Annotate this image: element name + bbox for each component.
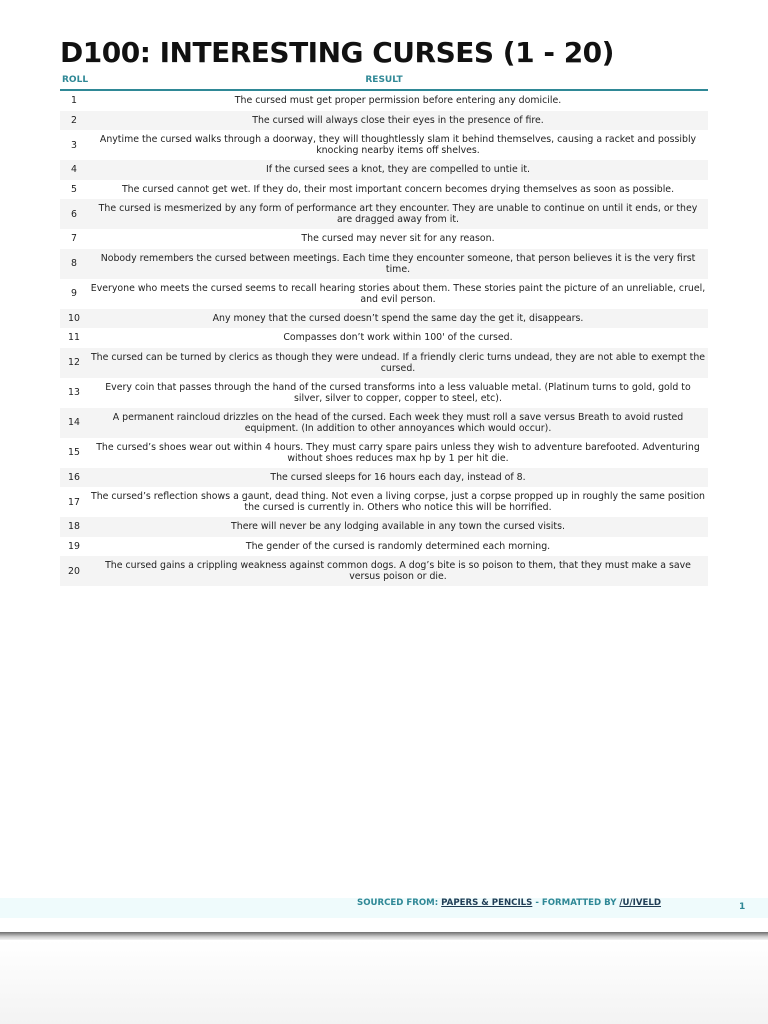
result-cell: The cursed can be turned by clerics as though they were undead. If a friendly cleric turns undead, they are not able to exempt the cursed. — [90, 351, 706, 374]
page-title: D100: INTERESTING CURSES (1 - 20) — [60, 36, 614, 69]
roll-cell: 5 — [71, 183, 77, 195]
table-row — [60, 309, 708, 329]
column-header-roll: ROLL — [62, 75, 89, 85]
result-cell: The cursed will always close their eyes in the presence of fire. — [252, 114, 544, 126]
source-link[interactable]: PAPERS & PENCILS — [441, 898, 533, 908]
result-cell: If the cursed sees a knot, they are compelled to untie it. — [266, 164, 530, 176]
result-cell: The cursed’s reflection shows a gaunt, dead thing. Not even a living corpse, just a corpse propped up in roughly the same position the cursed is currently in. Others who notice this will be horrified. — [90, 491, 705, 513]
result-cell: Every coin that passes through the hand of the cursed transforms into a less valuable metal. (Platinum turns to gold, gold to silver, silver to copper, copper to steel, etc). — [105, 381, 691, 404]
result-cell: A permanent raincloud drizzles on the head of the cursed. Each week they must roll a save versus Breath to avoid rusted equipment. (In addition to other annoyances which would occur). — [112, 411, 684, 434]
sourced-from-label: SOURCED FROM: — [357, 898, 442, 908]
table-row — [60, 408, 708, 438]
roll-cell: 3 — [71, 139, 77, 151]
table-row — [60, 468, 708, 488]
page-number: 1 — [739, 902, 746, 912]
roll-cell: 15 — [68, 447, 80, 458]
viewer-background — [0, 940, 768, 1024]
roll-cell: 1 — [71, 95, 77, 107]
roll-cell: 10 — [68, 312, 80, 324]
table-row — [60, 160, 708, 180]
roll-cell: 12 — [68, 357, 80, 368]
roll-cell: 7 — [71, 233, 77, 245]
result-cell: The cursed may never sit for any reason. — [301, 233, 495, 245]
roll-cell: 6 — [71, 208, 77, 220]
table-row — [60, 487, 708, 517]
result-cell: Compasses don’t work within 100' of the cursed. — [283, 332, 513, 344]
table-row — [60, 249, 708, 279]
result-cell: Anytime the cursed walks through a doorway, they will thoughtlessly slam it behind themselves, causing a racket and possibly knocking nearby items off shelves. — [99, 134, 697, 156]
roll-cell: 9 — [71, 288, 77, 299]
result-cell: The gender of the cursed is randomly determined each morning. — [245, 540, 551, 552]
roll-cell: 18 — [68, 521, 80, 533]
result-cell: Any money that the cursed doesn’t spend the same day the get it, disappears. — [212, 312, 584, 324]
roll-cell: 2 — [71, 114, 77, 126]
result-cell: The cursed’s shoes wear out within 4 hours. They must carry spare pairs unless they wish to adventure barefooted. Adventuring without shoes reduces max hp by 1 per hit die. — [96, 441, 700, 464]
table-row — [60, 279, 708, 309]
table-row — [60, 111, 708, 131]
table-row — [60, 229, 708, 249]
table-row — [60, 438, 708, 468]
result-cell: Everyone who meets the cursed seems to recall hearing stories about them. These stories paint the picture of an unreliable, cruel, and evil person. — [90, 282, 706, 305]
curses-table — [60, 91, 708, 586]
formatter-link[interactable]: /U/IVELD — [619, 898, 662, 908]
table-row — [60, 537, 708, 557]
table-row — [60, 328, 708, 348]
table-row — [60, 378, 708, 408]
table-header — [60, 73, 708, 91]
table-row — [60, 348, 708, 378]
table-row — [60, 180, 708, 200]
result-cell: The cursed sleeps for 16 hours each day, instead of 8. — [270, 471, 526, 483]
table-row — [60, 130, 708, 160]
roll-cell: 4 — [71, 164, 77, 176]
table-row — [60, 517, 708, 537]
page-shadow — [0, 932, 768, 940]
roll-cell: 14 — [68, 417, 80, 428]
result-cell: The cursed is mesmerized by any form of performance art they encounter. They are unable to continue on until it ends, or they are dragged away from it. — [98, 203, 698, 225]
column-header-result: RESULT — [365, 75, 403, 85]
table-row — [60, 556, 708, 586]
result-cell: The cursed cannot get wet. If they do, their most important concern becomes drying themselves as soon as possible. — [121, 183, 675, 195]
result-cell: Nobody remembers the cursed between meetings. Each time they encounter someone, that person believes it is the very first time. — [100, 252, 696, 275]
formatted-by-label: - FORMATTED BY — [532, 898, 620, 908]
roll-cell: 13 — [68, 387, 80, 398]
roll-cell: 16 — [68, 471, 80, 483]
result-cell: The cursed must get proper permission before entering any domicile. — [234, 95, 562, 107]
result-cell: The cursed gains a crippling weakness against common dogs. A dog’s bite is so poison to them, that they must make a save versus poison or die. — [105, 560, 691, 582]
table-row — [60, 199, 708, 229]
roll-cell: 20 — [68, 565, 80, 577]
footer-credits — [357, 898, 661, 912]
table-row — [60, 91, 708, 111]
roll-cell: 8 — [71, 258, 77, 269]
roll-cell: 17 — [68, 496, 80, 508]
roll-cell: 11 — [68, 332, 80, 344]
result-cell: There will never be any lodging available in any town the cursed visits. — [231, 521, 565, 533]
roll-cell: 19 — [68, 540, 80, 552]
